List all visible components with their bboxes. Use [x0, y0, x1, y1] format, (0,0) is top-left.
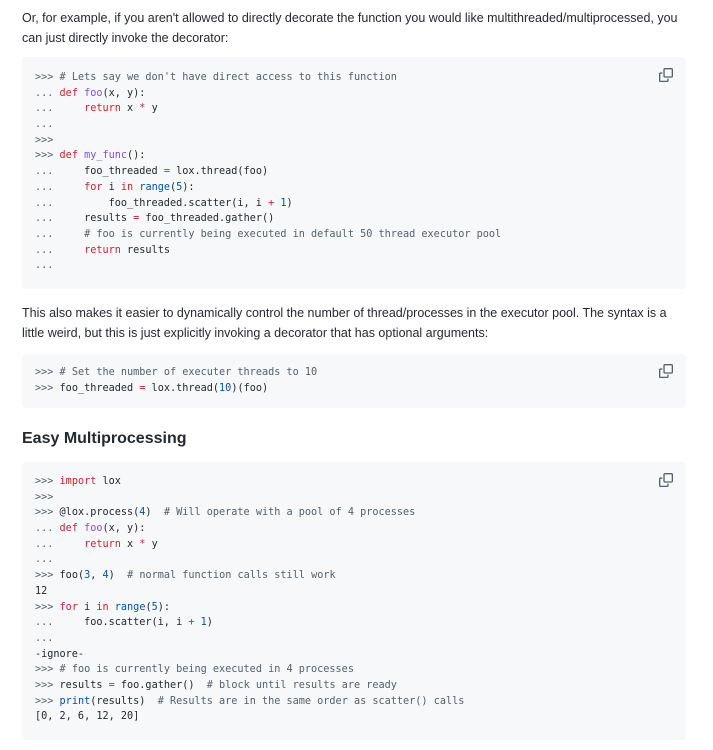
- code-line: [35, 678, 686, 694]
- code-line: [35, 180, 686, 196]
- code-token: >>>: [35, 601, 60, 613]
- code-token: ): [108, 570, 128, 582]
- code-token: *: [139, 103, 146, 115]
- code-token: ...: [35, 538, 85, 550]
- code-line: [35, 211, 686, 227]
- code-token: y: [145, 538, 158, 550]
- code-token: +: [268, 197, 275, 209]
- code-token: >>>: [35, 695, 60, 707]
- code-token: foo: [84, 87, 103, 99]
- code-token: >>>: [35, 72, 60, 83]
- code-token: ...: [35, 228, 85, 240]
- code-listing: [22, 354, 686, 396]
- code-token: >>>: [35, 150, 60, 162]
- code-token: foo(: [59, 570, 85, 582]
- code-token: ():: [127, 150, 146, 162]
- code-token: =: [163, 166, 170, 178]
- code-token: in: [96, 601, 109, 613]
- code-token: def: [59, 523, 78, 535]
- code-token: # Set the number of executer threads to 10: [59, 367, 318, 378]
- code-line: [35, 694, 686, 710]
- code-token: ...: [35, 523, 60, 535]
- code-token: (x, y):: [102, 523, 146, 535]
- code-token: in: [120, 181, 134, 193]
- code-line: [35, 647, 686, 663]
- code-token: >>>: [35, 664, 60, 676]
- code-token: =: [139, 382, 146, 394]
- code-token: ,: [90, 570, 103, 582]
- code-token: range: [139, 181, 170, 193]
- code-token: results: [84, 213, 134, 225]
- code-line: [35, 227, 686, 243]
- code-line: [35, 258, 686, 274]
- code-line: [35, 133, 686, 149]
- code-token: ...: [35, 103, 85, 115]
- code-line: [35, 615, 686, 631]
- code-token: 5: [176, 181, 183, 193]
- code-token: [0, 2, 6, 12, 20]: [35, 711, 140, 723]
- code-line: [35, 505, 686, 521]
- code-line: [35, 662, 686, 678]
- code-block-1: [22, 57, 686, 289]
- code-token: *: [139, 538, 146, 550]
- code-token: foo.gather(): [114, 679, 207, 691]
- code-token: @lox.process(: [59, 507, 140, 519]
- code-token: ...: [35, 166, 85, 178]
- code-token: >>>: [35, 367, 60, 378]
- code-token: foo: [84, 523, 103, 535]
- code-token: return: [84, 538, 121, 550]
- code-token: =: [133, 213, 140, 225]
- code-token: ...: [35, 617, 85, 629]
- code-token: ): [145, 507, 164, 519]
- copy-icon-svg: [659, 68, 673, 82]
- code-token: ...: [35, 244, 85, 256]
- code-token: y: [145, 103, 158, 115]
- code-token: 3: [84, 570, 91, 582]
- code-line: [35, 584, 686, 600]
- code-token: range: [114, 601, 146, 613]
- code-token: results: [59, 679, 109, 691]
- code-token: (results): [90, 695, 158, 707]
- code-line: [35, 600, 686, 616]
- code-token: foo_threaded.scatter(i, i: [108, 197, 269, 209]
- code-token: ):: [182, 181, 195, 193]
- code-token: ...: [35, 181, 85, 193]
- code-line: [35, 196, 686, 212]
- code-line: [35, 568, 686, 584]
- code-token: foo_threaded: [84, 166, 164, 178]
- code-line: [35, 117, 686, 133]
- code-line: [35, 148, 686, 164]
- code-line: [35, 521, 686, 537]
- code-token: (x, y):: [102, 87, 146, 99]
- section-heading: Easy Multiprocessing: [22, 430, 187, 447]
- code-block-2: [22, 354, 686, 408]
- code-token: >>>: [35, 570, 60, 582]
- code-token: +: [188, 617, 195, 629]
- code-token: -ignore-: [35, 648, 85, 660]
- code-line: [35, 86, 686, 102]
- code-token: 4: [139, 507, 146, 519]
- code-token: ...: [35, 87, 60, 99]
- code-token: # block until results are ready: [206, 679, 397, 691]
- code-listing: [22, 462, 686, 725]
- code-line: [35, 101, 686, 117]
- code-token: ): [206, 617, 213, 629]
- code-line: [35, 381, 686, 397]
- copy-icon[interactable]: [658, 472, 674, 488]
- code-token: def: [59, 87, 78, 99]
- intro-paragraph: Or, for example, if you aren't allowed to directly decorate the function you would like multithreaded/multiprocessed, you can just directly invoke the decorator:: [22, 11, 678, 45]
- code-token: =: [108, 679, 115, 691]
- code-token: ):: [157, 601, 171, 613]
- code-token: lox: [96, 476, 121, 487]
- code-line: [35, 490, 686, 506]
- code-token: ...: [35, 260, 54, 272]
- code-line: [35, 537, 686, 553]
- code-token: foo_threaded: [59, 382, 140, 394]
- code-token: # foo is currently being executed in default 50 thread executor pool: [84, 228, 502, 240]
- code-token: ...: [35, 197, 109, 209]
- code-token: ...: [35, 632, 54, 644]
- code-token: print: [59, 695, 91, 707]
- code-token: 5: [151, 601, 158, 613]
- code-line: [35, 709, 686, 725]
- code-line: [35, 70, 686, 86]
- code-token: foo_threaded.gather(): [139, 213, 275, 225]
- code-token: # Will operate with a pool of 4 processes: [163, 507, 416, 519]
- code-token: lox.thread(: [145, 382, 220, 394]
- code-line: [35, 164, 686, 180]
- code-line: [35, 243, 686, 259]
- copy-icon-svg: [659, 364, 673, 378]
- code-token: return: [84, 103, 121, 115]
- code-token: >>>: [35, 679, 60, 691]
- code-token: # Results are in the same order as scatter() calls: [157, 695, 465, 707]
- code-token: def: [59, 150, 78, 162]
- code-token: ...: [35, 119, 54, 131]
- code-token: ): [286, 197, 293, 209]
- code-token: 12: [35, 585, 48, 597]
- copy-icon-svg: [659, 473, 673, 487]
- code-token: for: [59, 601, 78, 613]
- code-token: (: [169, 181, 177, 193]
- code-token: 1: [200, 617, 207, 629]
- code-listing: [22, 57, 686, 274]
- code-token: >>>: [35, 491, 54, 503]
- code-token: 4: [102, 570, 109, 582]
- code-token: 10: [219, 382, 232, 394]
- code-token: ...: [35, 554, 54, 566]
- code-line: [35, 474, 686, 490]
- code-token: i: [102, 181, 121, 193]
- code-token: return: [84, 244, 121, 256]
- code-token: import: [59, 476, 97, 487]
- copy-icon[interactable]: [658, 363, 674, 379]
- code-token: (: [145, 601, 152, 613]
- code-token: my_func: [84, 150, 128, 162]
- code-token: x: [120, 103, 140, 115]
- code-token: for: [84, 181, 103, 193]
- code-token: )(foo): [231, 382, 269, 394]
- code-token: # normal function calls still work: [127, 570, 336, 582]
- code-token: i: [77, 601, 97, 613]
- code-line: [35, 365, 686, 381]
- code-token: results: [120, 244, 170, 256]
- code-line: [35, 631, 686, 647]
- code-token: lox.thread(foo): [169, 166, 269, 178]
- code-token: >>>: [35, 476, 60, 487]
- code-line: [35, 552, 686, 568]
- code-block-3: [22, 462, 686, 740]
- code-token: # Lets say we don't have direct access to this function: [59, 72, 397, 83]
- code-token: x: [120, 538, 140, 550]
- code-token: >>>: [35, 382, 60, 394]
- dynamic-paragraph: This also makes it easier to dynamically control the number of thread/processes in the executor pool. The syntax is a little weird, but this is just explicitly invoking a decorator that has optional arguments:: [22, 306, 667, 340]
- code-token: ...: [35, 213, 85, 225]
- code-token: 1: [280, 197, 287, 209]
- code-token: foo.scatter(i, i: [84, 617, 189, 629]
- code-token: >>>: [35, 134, 54, 146]
- copy-icon[interactable]: [658, 67, 674, 83]
- code-token: >>>: [35, 507, 60, 519]
- code-token: # foo is currently being executed in 4 processes: [59, 664, 354, 676]
